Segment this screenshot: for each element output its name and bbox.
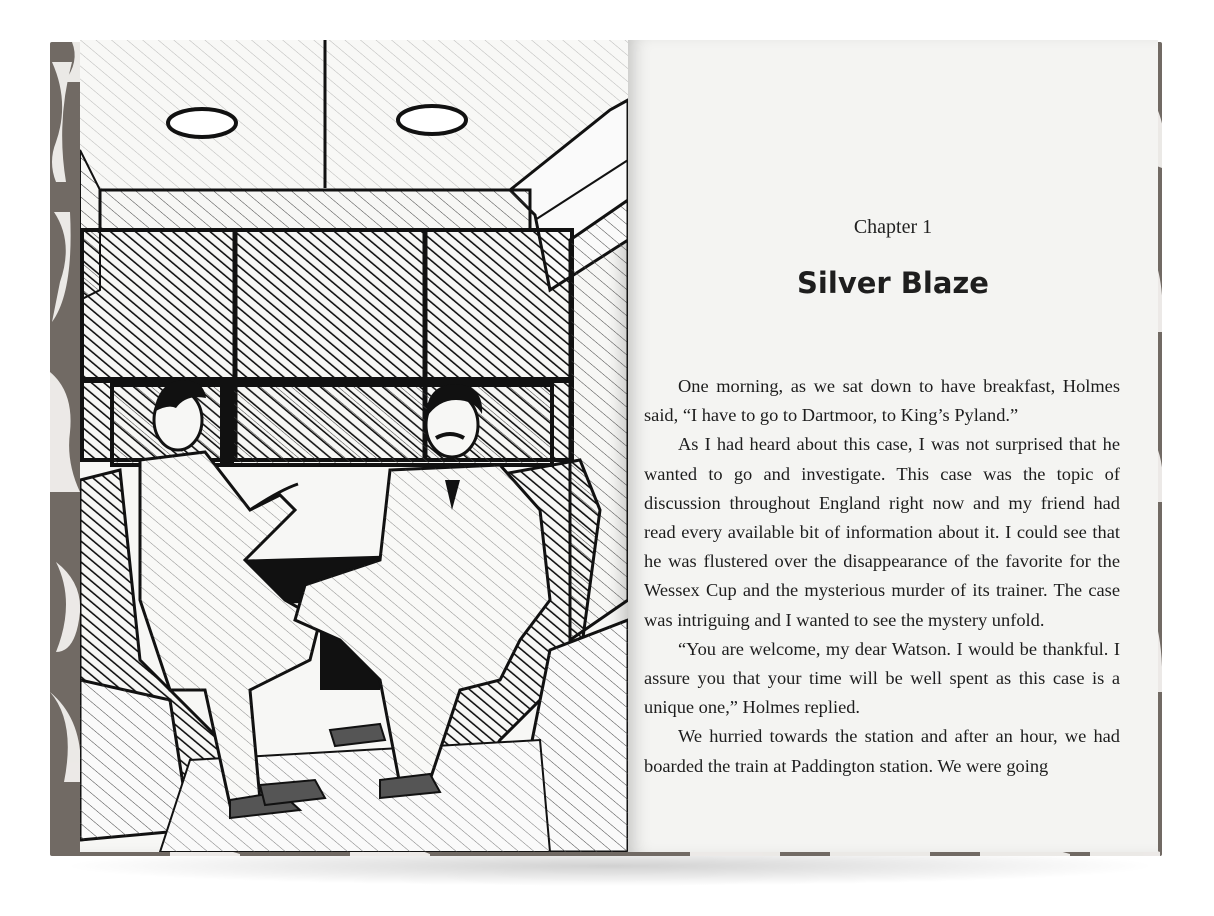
right-page-text	[628, 40, 1158, 852]
paragraph: One morning, as we sat down to have breakfast, Holmes said, “I have to go to Dartmoor, to King’s Pyland.”	[644, 376, 1120, 426]
paragraph: As I had heard about this case, I was not surprised that he wanted to go and investigate. This case was the topic of discussion throughout England right now and my friend had read every available bit of information about it. I could see that he was flustered over the disappearance of the favorite for the Wessex Cup and the mysterious murder of its trainer. The case was intriguing and I wanted to see the mystery unfold.	[644, 434, 1120, 630]
chapter-title: Silver Blaze	[797, 266, 989, 300]
paragraph: “You are welcome, my dear Watson. I would be thankful. I assure you that your time will be well spent as this case is a unique one,” Holmes replied.	[644, 638, 1120, 718]
chapter-label: Chapter 1	[853, 216, 933, 238]
chapter-body	[644, 372, 1120, 781]
paragraph: We hurried towards the station and after an hour, we had boarded the train at Paddington station. We were going	[644, 726, 1120, 776]
train-compartment-illustration	[80, 40, 628, 852]
left-page-illustration	[80, 40, 628, 852]
